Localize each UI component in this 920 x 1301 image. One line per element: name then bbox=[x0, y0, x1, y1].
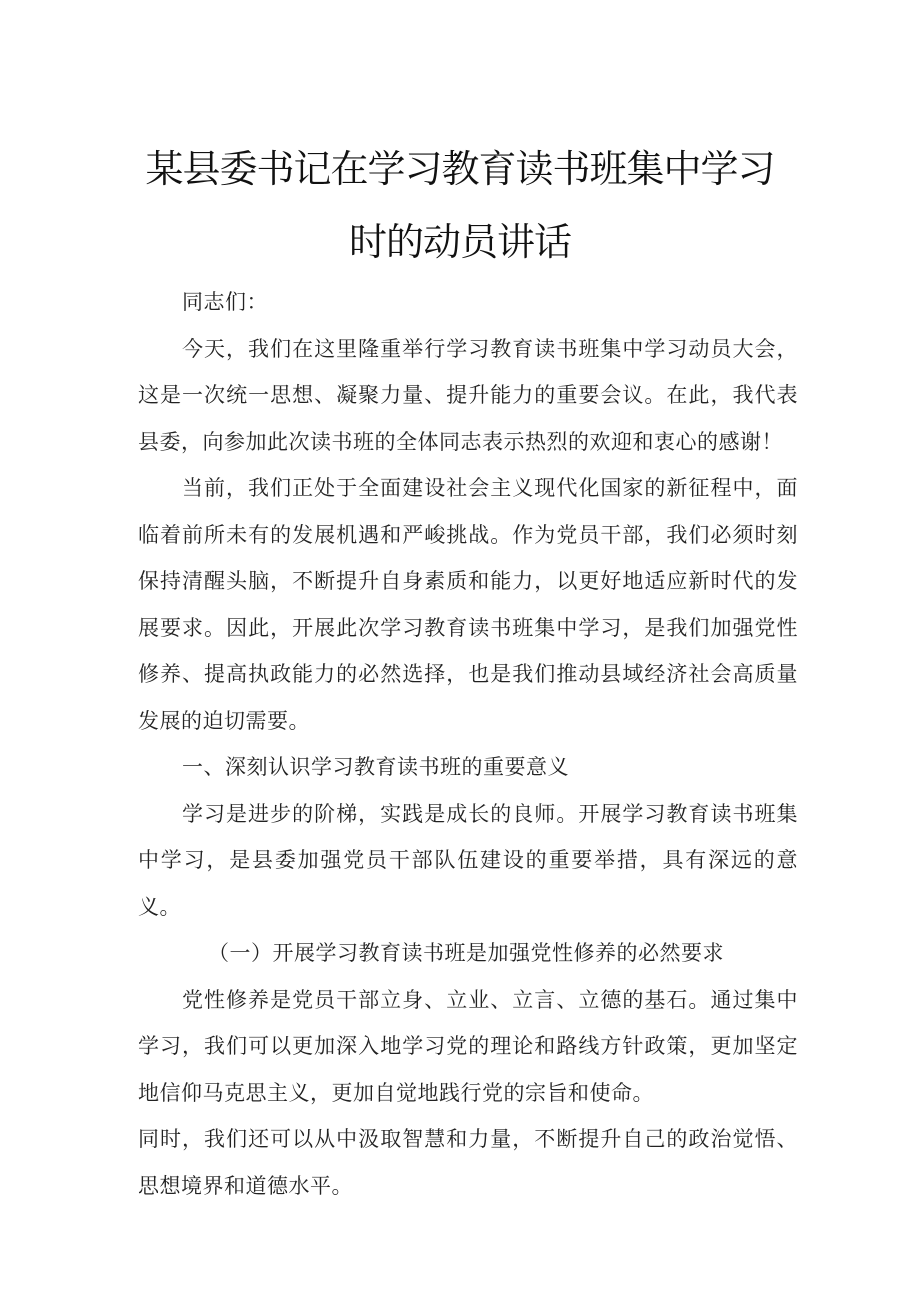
document-title-line-1: 某县委书记在学习教育读书班集中学习 bbox=[145, 147, 775, 191]
paragraph: 学习是进步的阶梯，实践是成长的良师。开展学习教育读书班集中学习，是县委加强党员干部队伍建设的重要举措，具有深远的意义。 bbox=[138, 801, 798, 919]
paragraph: 同时，我们还可以从中汲取智慧和力量，不断提升自己的政治觉悟、思想境界和道德水平。 bbox=[138, 1127, 798, 1198]
paragraph: 党性修养是党员干部立身、立业、立言、立德的基石。通过集中学习，我们可以更加深入地学习党的理论和路线方针政策，更加坚定地信仰马克思主义，更加自觉地践行党的宗旨和使命。 bbox=[138, 987, 798, 1105]
document-title-line-2: 时的动员讲话 bbox=[348, 220, 571, 264]
salutation: 同志们： bbox=[182, 290, 268, 314]
paragraph: 当前，我们正处于全面建设社会主义现代化国家的新征程中，面临着前所未有的发展机遇和严峻挑战。作为党员干部，我们必须时刻保持清醒头脑，不断提升自身素质和能力，以更好地适应新时代的发展要求。因此，开展此次学习教育读书班集中学习，是我们加强党性修养、提高执政能力的必然选择，也是我们推动县域经济社会高质量发展的迫切需要。 bbox=[138, 476, 798, 733]
paragraph: 今天，我们在这里隆重举行学习教育读书班集中学习动员大会，这是一次统一思想、凝聚力量、提升能力的重要会议。在此，我代表县委，向参加此次读书班的全体同志表示热烈的欢迎和衷心的感谢！ bbox=[138, 336, 798, 454]
section-heading: 一、深刻认识学习教育读书班的重要意义 bbox=[182, 755, 569, 779]
document-body bbox=[138, 279, 798, 1209]
subsection-heading: （一）开展学习教育读书班是加强党性修养的必然要求 bbox=[208, 941, 724, 965]
